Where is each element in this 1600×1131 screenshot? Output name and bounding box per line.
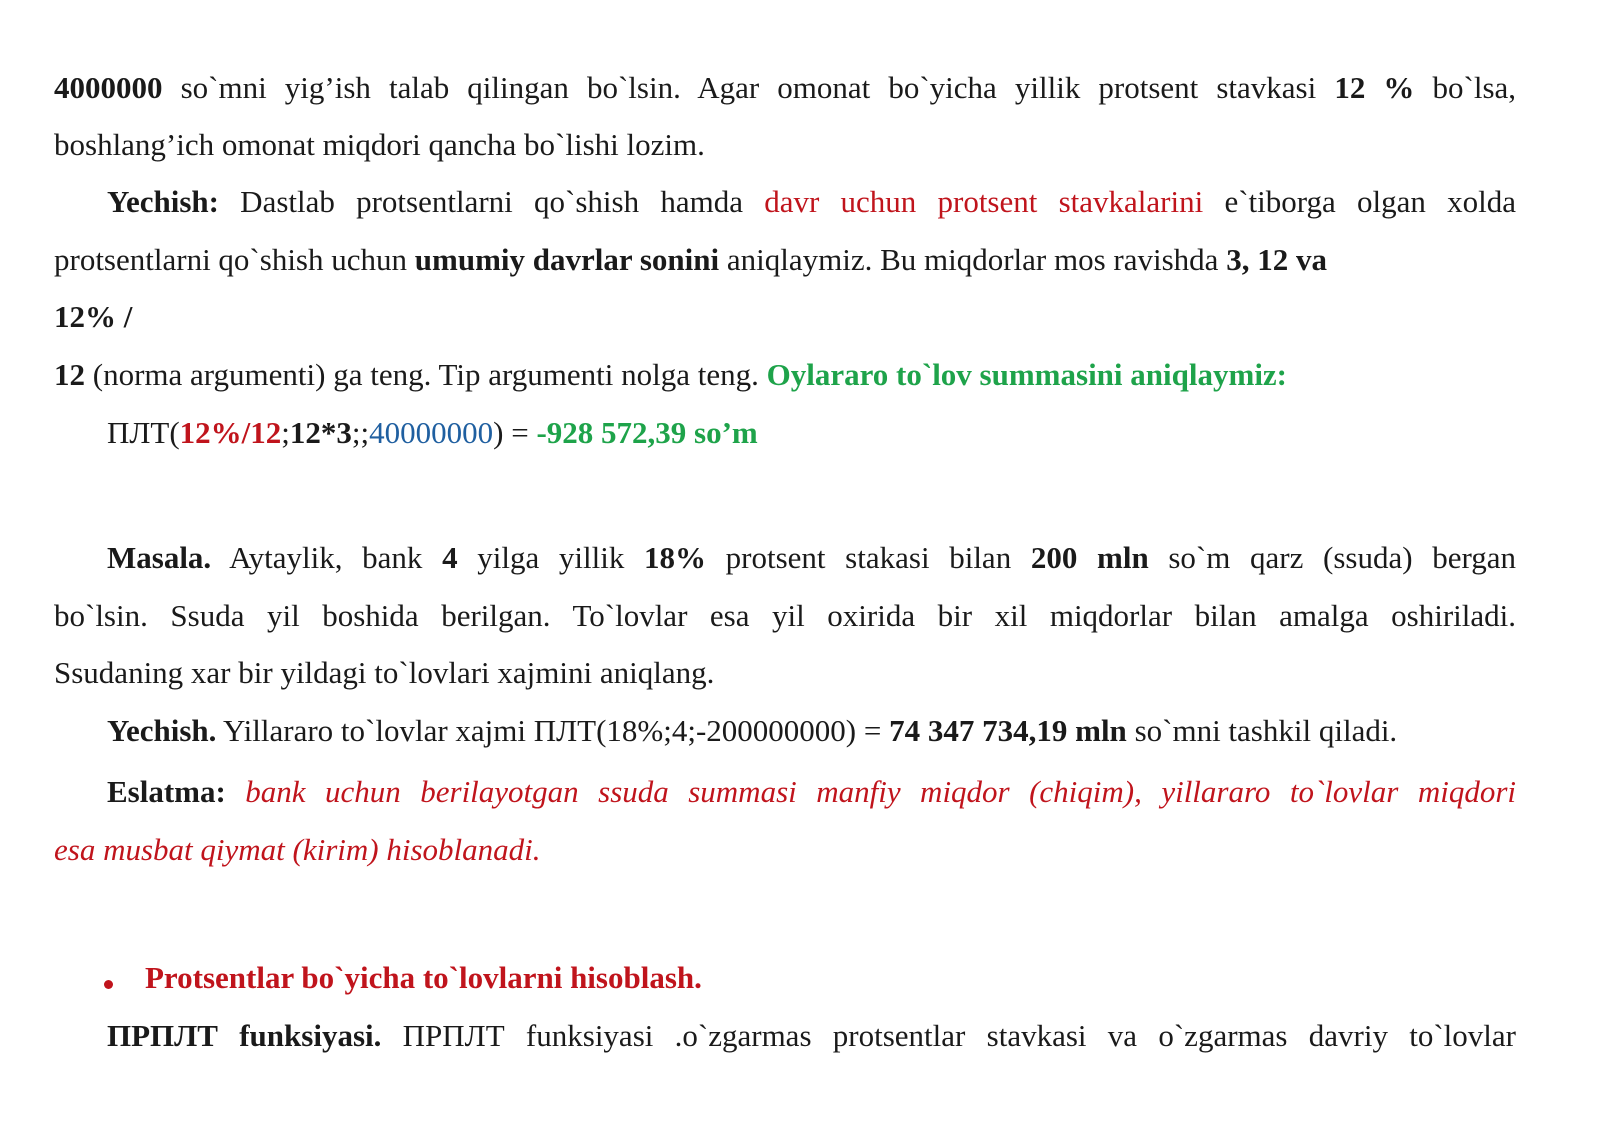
masala-line-1	[107, 538, 1516, 578]
note-text: bank uchun berilayotgan ssuda summasi manfiy miqdor (chiqim), yillararo to`lovlar miqdori	[225, 774, 1516, 809]
note-line-2: esa musbat qiymat (kirim) hisoblanadi.	[54, 832, 541, 867]
solution-label: Yechish:	[107, 184, 219, 219]
function-description-line	[107, 1016, 1516, 1056]
text-segment: Yillararo to`lovlar xajmi ПЛТ(18%;4;-200000000) =	[216, 713, 890, 748]
highlight-green: Oylararo to`lov summasini aniqlaymiz:	[766, 357, 1288, 392]
formula-separator: ;	[281, 415, 290, 450]
bold-term: umumiy davrlar sonini	[414, 242, 720, 277]
text-segment: (norma argumenti) ga teng. Tip argumenti nolga teng.	[85, 357, 767, 392]
masala-line-2: bo`lsin. Ssuda yil boshida berilgan. To`lovlar esa yil oxirida bir xil miqdorlar bilan amalga oshiriladi.	[54, 598, 1516, 633]
text-segment: protsentlarni qo`shish uchun	[54, 242, 415, 277]
text-segment: so`m qarz (ssuda) bergan	[1148, 540, 1516, 575]
solution-1-line-4	[54, 355, 1516, 395]
solution-label: Yechish.	[107, 713, 217, 748]
result-bold: 74 347 734,19 mln	[889, 713, 1127, 748]
text-segment: Aytaylik, bank	[211, 540, 443, 575]
rate-bold: 12 %	[1334, 70, 1415, 105]
function-label: ПРПЛТ funksiyasi.	[107, 1018, 382, 1053]
number-bold: 200 mln	[1030, 540, 1149, 575]
formula-fv: 40000000	[369, 415, 494, 450]
solution-1-line-3	[54, 297, 1516, 337]
text-segment: e`tiborga olgan xolda	[1203, 184, 1516, 219]
text-segment: so`mni tashkil qiladi.	[1126, 713, 1398, 748]
text-segment: ПРПЛТ funksiyasi .o`zgarmas protsentlar stavkasi va o`zgarmas davriy to`lovlar	[381, 1018, 1516, 1053]
formula-line	[107, 413, 1516, 453]
number-bold: 12	[54, 357, 85, 392]
text-segment: so`mni yig’ish talab qilingan bo`lsin. Agar omonat bo`yicha yillik protsent stavkasi	[162, 70, 1335, 105]
amount-bold: 4000000	[54, 70, 163, 105]
paragraph-1-line-1	[54, 68, 1516, 108]
formula-result: -928 572,39 so’m	[536, 415, 758, 450]
section-heading	[145, 958, 1516, 998]
rate-fraction: 12% /	[54, 299, 133, 334]
paragraph-1-line-2: boshlang’ich omonat miqdori qancha bo`lishi lozim.	[54, 127, 705, 162]
section-heading-text: Protsentlar bo`yicha to`lovlarni hisoblash.	[145, 960, 702, 995]
formula-close: ) =	[493, 415, 537, 450]
text-segment: Dastlab protsentlarni qo`shish hamda	[218, 184, 765, 219]
values-bold: 3, 12 va	[1226, 242, 1327, 277]
formula-nper: 12*3	[289, 415, 352, 450]
number-bold: 4	[442, 540, 458, 575]
problem-label: Masala.	[107, 540, 212, 575]
formula-separator: ;;	[351, 415, 370, 450]
number-bold: 18%	[644, 540, 706, 575]
highlight-red: davr uchun protsent stavkalarini	[764, 184, 1204, 219]
masala-line-3: Ssudaning xar bir yildagi to`lovlari xajmini aniqlang.	[54, 655, 715, 690]
formula-rate: 12%/12	[179, 415, 282, 450]
text-segment: protsent stakasi bilan	[706, 540, 1031, 575]
solution-2-line	[107, 711, 1516, 751]
solution-1-line-2	[54, 240, 1516, 280]
text-segment: aniqlaymiz. Bu miqdorlar mos ravishda	[719, 242, 1227, 277]
text-segment: bo`lsa,	[1414, 70, 1517, 105]
text-segment: yilga yillik	[457, 540, 644, 575]
formula-function: ПЛТ(	[107, 415, 180, 450]
bullet-dot-icon	[104, 980, 113, 989]
note-label: Eslatma:	[107, 774, 226, 809]
note-line-1	[107, 772, 1516, 812]
solution-1-line-1	[107, 182, 1516, 222]
